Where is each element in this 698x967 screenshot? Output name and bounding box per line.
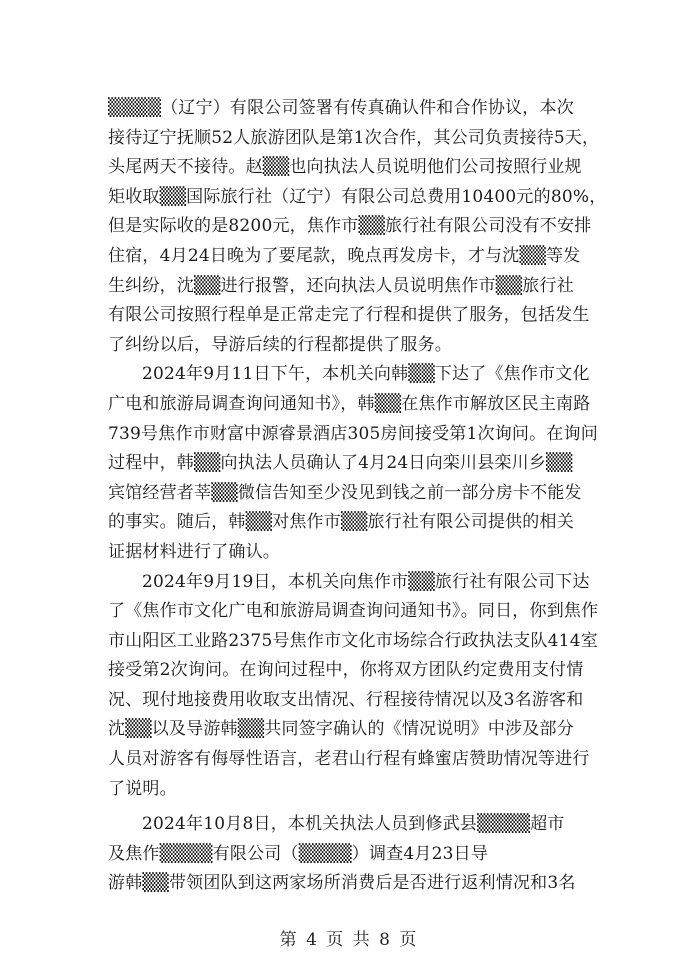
text-line: 证据材料进行了确认。 [108,541,280,562]
text-line: 的事实。随后，韩▒▒对焦作市▒▒旅行社有限公司提供的相关 [108,512,574,533]
paragraph-3 [108,568,638,805]
text-line: 739号焦作市财富中源睿景酒店305房间接受第1次询问。在询问 [108,423,598,444]
text-line: 接受第2次询问。在询问过程中，你将双方团队约定费用支付情 [108,660,584,681]
text-line: 2024年9月11日下午，本机关向韩▒▒下达了《焦作市文化 [142,364,590,385]
text-line: 头尾两天不接待。赵▒▒也向执法人员说明他们公司按照行业规 [108,157,582,178]
text-line: 住宿，4月24日晚为了要尾款，晚点再发房卡，才与沈▒▒等发 [108,245,581,266]
text-line: ▒▒▒▒（辽宁）有限公司签署有传真确认件和合作协议，本次 [108,98,574,118]
text-line: 游韩▒▒带领团队到这两家场所消费后是否进行返利情况和3名 [108,873,576,894]
text-line: 2024年9月19日，本机关向焦作市▒▒旅行社有限公司下达 [142,571,590,592]
text-line: 生纠纷，沈▒▒进行报警，还向执法人员说明焦作市▒▒旅行社 [108,275,574,296]
paragraph-1 [108,94,638,360]
paragraph-2 [108,360,638,567]
text-line: 况、现付地接费用收取支出情况、行程接待情况以及3名游客和 [108,689,584,710]
text-line: 有限公司按照行程单是正常走完了行程和提供了服务，包括发生 [108,305,590,326]
text-line: 及焦作▒▒▒▒有限公司（▒▒▒▒）调查4月23日导 [108,843,489,864]
text-line: 了纠纷以后，导游后续的行程都提供了服务。 [108,334,452,355]
text-line: 矩收取▒▒国际旅行社（辽宁）有限公司总费用10400元的80%， [108,186,607,207]
document-body [108,94,638,899]
text-line: 过程中，韩▒▒向执法人员确认了4月24日向栾川县栾川乡▒▒ [108,453,573,474]
text-line: 接待辽宁抚顺52人旅游团队是第1次合作，其公司负责接待5天， [108,127,600,148]
text-line: 2024年10月8日，本机关执法人员到修武县▒▒▒▒超市 [142,814,565,835]
text-line: 沈▒▒以及导游韩▒▒共同签字确认的《情况说明》中涉及部分 [108,719,574,740]
text-line: 人员对游客有侮辱性语言，老君山行程有蜂蜜店赞助情况等进行 [108,749,590,770]
text-line: 宾馆经营者莘▒▒微信告知至少没见到钱之前一部分房卡不能发 [108,482,582,503]
text-line: 市山阳区工业路2375号焦作市文化市场综合行政执法支队414室 [108,630,598,651]
page-number: 第 4 页 共 8 页 [279,930,419,950]
text-line: 了说明。 [108,778,177,799]
paragraph-4 [108,810,638,899]
text-line: 了《焦作市文化广电和旅游局调查询问通知书》。同日，你到焦作 [108,601,599,622]
text-line: 但是实际收的是8200元，焦作市▒▒旅行社有限公司没有不安排 [108,216,592,237]
text-line: 广电和旅游局调查询问通知书》，韩▒▒在焦作市解放区民主南路 [108,393,591,414]
